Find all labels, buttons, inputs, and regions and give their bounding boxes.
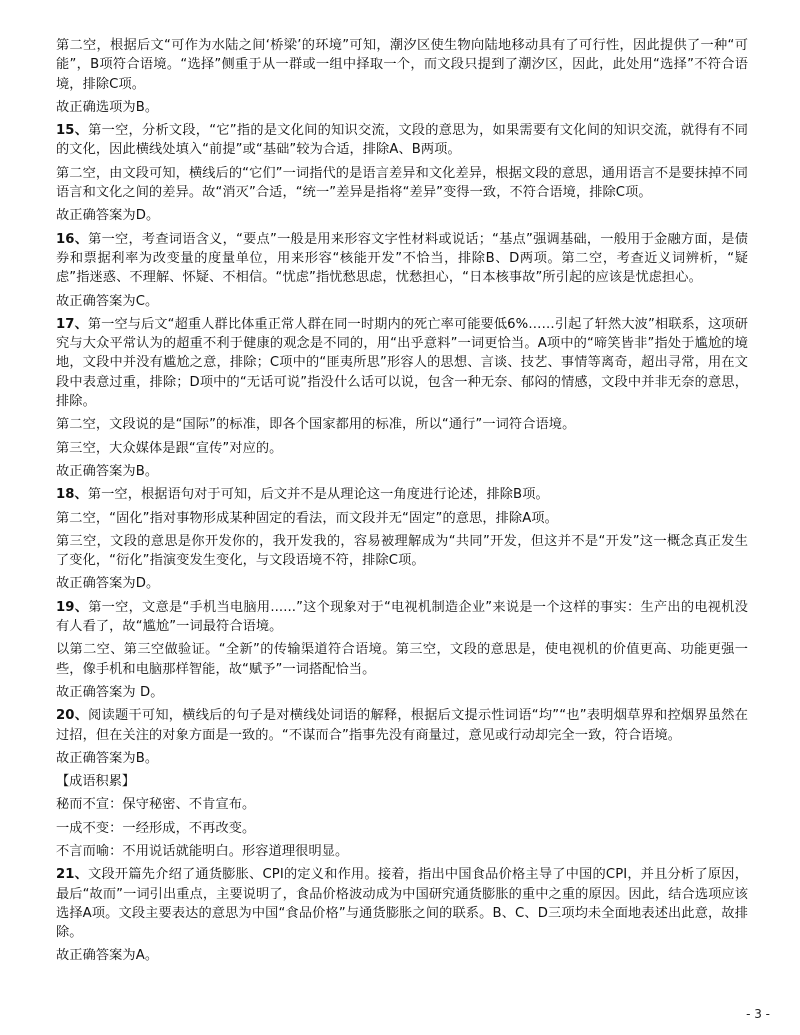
- paragraph-text: 第三空，大众媒体是跟“宣传”对应的。: [56, 440, 283, 456]
- idiom-text: 秘而不宣：保守秘密、不肯宣布。: [56, 797, 256, 813]
- paragraph: [56, 532, 748, 571]
- question-18-paragraph: [56, 485, 748, 504]
- paragraph-text: 第一空，文意是“手机当电脑用......”这个现象对于“电视机制造企业”来说是一个这样的事实：生产出的电视机没有人看了，故“尴尬”一词最符合语境。: [56, 599, 749, 635]
- paragraph-text: 第二空，由文段可知，横线后的“它们”一词指代的是语言差异和文化差异，根据文段的意思，通用语言不是要抹掉不同语言和文化之间的差异。故“消灭”合适，“统一”差异是指将“差异”变得一致，不符合语境，排除C项。: [56, 165, 748, 201]
- question-number: 21、: [56, 867, 89, 883]
- paragraph-text: 故正确答案为D。: [56, 576, 160, 592]
- answer-line: [56, 574, 748, 593]
- section-heading: [56, 772, 748, 791]
- paragraph-text: 第一空，根据语句对于可知，后文并不是从理论这一角度进行论述，排除B项。: [87, 487, 549, 503]
- paragraph-text: 第二空，文段说的是“国际”的标准，即各个国家都用的标准，所以“通行”一词符合语境。: [56, 417, 576, 433]
- paragraph-text: 第一空与后文“超重人群比体重正常人群在同一时期内的死亡率可能要低6%……引起了轩然大波”相联系，这项研究与大众平常认为的超重不利于健康的观念是不同的，用“出乎意料”一词更恰当。A项中的“啼笑皆非”指处于尴尬的境地，文段中并没有尴尬之意，排除；C项中的“匪夷所思”形容人的思想、言谈、技艺、事情等离奇，超出寻常，用在文段中表意过重，排除；D项中的“无话可说”指没什么话可以说，包含一种无奈、郁闷的情感，文段中并非无奈的意思，排除。: [56, 316, 748, 410]
- paragraph-text: 故正确答案为C。: [56, 293, 159, 309]
- paragraph-text: 第三空，文段的意思是你开发你的，我开发我的，容易被理解成为“共同”开发，但这并不是“开发”这一概念真正发生了变化，“衍化”指演变发生变化，与文段语境不符，排除C项。: [56, 533, 748, 569]
- question-number: 19、: [56, 599, 89, 615]
- question-15-paragraph: [56, 121, 748, 160]
- answer-line: [56, 206, 748, 225]
- question-17-paragraph: [56, 315, 748, 411]
- idiom-text: 不言而喻：不用说话就能明白。形容道理很明显。: [56, 843, 349, 859]
- idiom-text: 一成不变：一经形成，不再改变。: [56, 820, 256, 836]
- heading-text: 【成语积累】: [56, 774, 136, 790]
- paragraph-text: 文段开篇先介绍了通货膨胀、CPI的定义和作用。接着，指出中国食品价格主导了中国的CPI，并且分析了原因，最后“故而”一词引出重点，主要说明了，食品价格波动成为中国研究通货膨胀的重中之重的原因。因此，结合选项应该选择A项。文段主要表达的意思为中国“食品价格”与通货膨胀之间的联系。B、C、D三项均未全面地表述出此意，故排除。: [56, 867, 748, 941]
- paragraph-text: 故正确选项为B。: [56, 99, 159, 115]
- paragraph-text: 第一空，考查词语含义，“要点”一般是用来形容文字性材料或说话；“基点”强调基础，一般用于金融方面，是债券和票据利率为改变量的度量单位，用来形容“核能开发”不恰当，排除B、D两项。第二空，考查近义词辨析，“疑虑”指迷惑、不理解、怀疑、不相信。“忧虑”指忧愁思虑，忧愁担心，“日本核事故”所引起的应该是忧虑担心。: [56, 231, 748, 286]
- paragraph: [56, 439, 748, 458]
- question-number: 17、: [56, 316, 88, 332]
- document-body: [56, 36, 748, 970]
- question-number: 18、: [56, 487, 88, 503]
- paragraph: [56, 509, 748, 528]
- question-16-paragraph: [56, 230, 748, 288]
- question-number: 16、: [56, 231, 89, 247]
- question-20-paragraph: [56, 706, 748, 745]
- paragraph-text: 第二空，“固化”指对事物形成某种固定的看法，而文段并无“固定”的意思，排除A项。: [56, 510, 558, 526]
- paragraph-text: 故正确答案为A。: [56, 948, 159, 964]
- answer-line: [56, 98, 748, 117]
- paragraph-text: 故正确答案为B。: [56, 750, 159, 766]
- paragraph-text: 故正确答案为B。: [56, 463, 159, 479]
- paragraph-text: 故正确答案为D。: [56, 208, 160, 224]
- question-21-paragraph: [56, 865, 748, 942]
- answer-line: [56, 749, 748, 768]
- paragraph-text: 以第二空、第三空做验证。“全新”的传输渠道符合语境。第三空，文段的意思是，使电视机的价值更高、功能更强一些，像手机和电脑那样智能，故“赋予”一词搭配恰当。: [56, 642, 748, 677]
- paragraph-text: 第一空，分析文段，“它”指的是文化间的知识交流，文段的意思为，如果需要有文化间的知识交流，就得有不同的文化，因此横线处填入“前提”或“基础”较为合适，排除A、B两项。: [56, 123, 748, 158]
- page-number: - 3 -: [746, 1007, 770, 1021]
- idiom-entry: [56, 842, 748, 861]
- paragraph-text: 阅读题干可知，横线后的句子是对横线处词语的解释，根据后文提示性词语“均”“也”表明烟草界和控烟界虽然在过招，但在关注的对象方面是一致的。“不谋而合”指事先没有商量过，意见或行动却完全一致，符合语境。: [56, 708, 748, 743]
- idiom-entry: [56, 795, 748, 814]
- answer-line: [56, 292, 748, 311]
- paragraph: [56, 415, 748, 434]
- question-number: 20、: [56, 708, 89, 724]
- paragraph: [56, 164, 748, 203]
- paragraph-text: 故正确答案为 D。: [56, 684, 164, 700]
- paragraph: [56, 640, 748, 679]
- answer-line: [56, 683, 748, 702]
- idiom-entry: [56, 819, 748, 838]
- answer-line: [56, 462, 748, 481]
- question-number: 15、: [56, 123, 89, 139]
- question-19-paragraph: [56, 598, 748, 637]
- answer-line: [56, 946, 748, 965]
- paragraph: [56, 36, 748, 94]
- paragraph-text: 第二空，根据后文“可作为水陆之间‘桥梁’的环境”可知，潮汐区使生物向陆地移动具有了可行性，因此提供了一种“可能”，B项符合语境。“选择”侧重于从一群或一组中择取一个，而文段只提到了潮汐区，因此，此处用“选择”不符合语境，排除C项。: [56, 38, 748, 92]
